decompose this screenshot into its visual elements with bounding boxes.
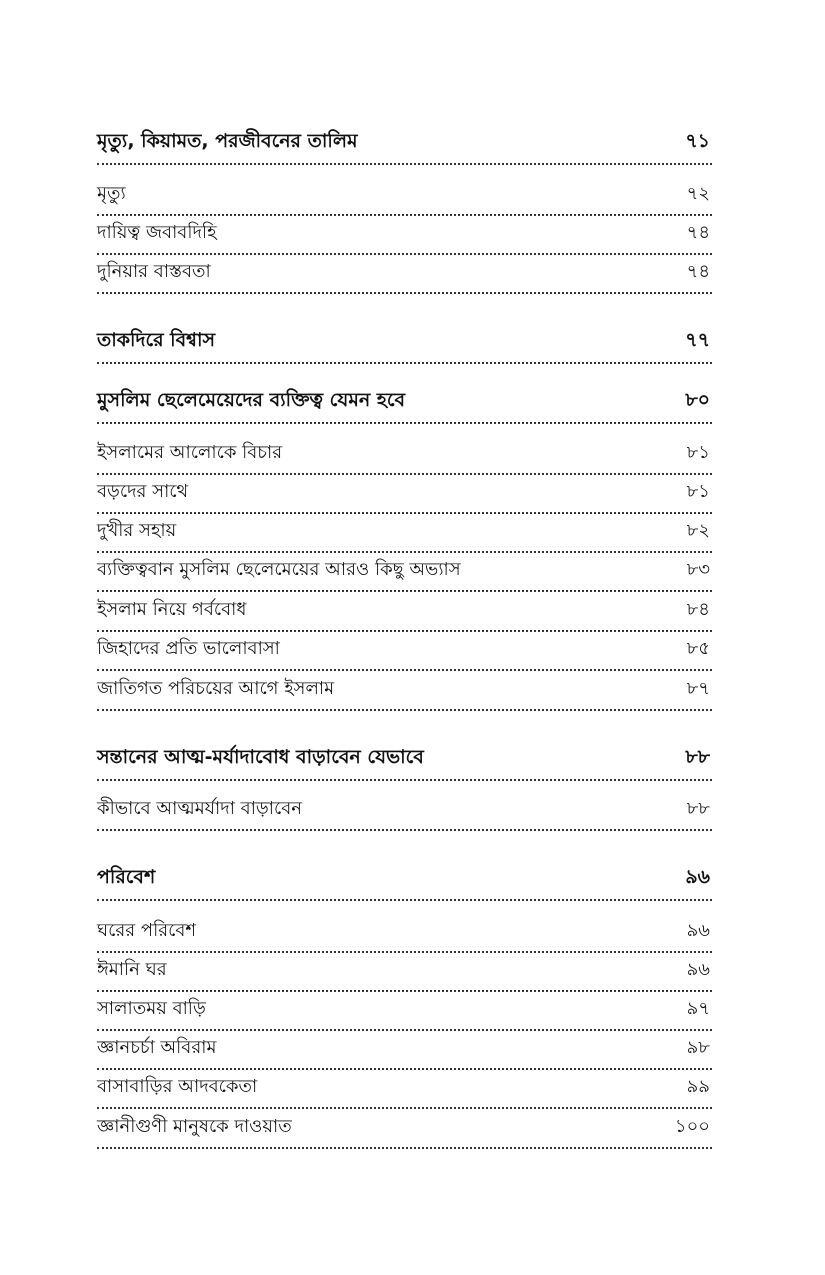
toc-page-number: ৯৬ — [686, 959, 710, 980]
toc-entry-title: ইসলাম নিয়ে গর্ববোধ — [97, 599, 247, 620]
toc-item-row — [97, 1037, 712, 1070]
toc-page-number: ৮৩ — [686, 559, 710, 580]
toc-page-number: ৭৪ — [686, 222, 710, 243]
toc-entry-title: দুনিয়ার বাস্তবতা — [97, 261, 211, 282]
toc-entry-title: দুখীর সহায় — [97, 520, 177, 541]
toc-item-row — [97, 959, 712, 992]
toc-entry-title: জিহাদের প্রতি ভালোবাসা — [97, 638, 280, 659]
toc-entry-title: মুসলিম ছেলেমেয়েদের ব্যক্তিত্ব যেমন হবে — [97, 389, 406, 411]
toc-entry-title: পরিবেশ — [97, 866, 156, 888]
toc-entry-title: ঘরের পরিবেশ — [97, 920, 197, 941]
toc-entry-title: বাসাবাড়ির আদবকেতা — [97, 1076, 258, 1097]
toc-page-number: ৭৪ — [686, 261, 710, 282]
toc-page-number: ৭২ — [686, 183, 710, 204]
toc-item-row — [97, 481, 712, 514]
toc-page-number: ১০০ — [674, 1116, 710, 1137]
toc-page-number: ৯৭ — [686, 998, 710, 1019]
toc-item-row — [97, 1076, 712, 1109]
toc-page-number: ৮৮ — [686, 798, 710, 819]
toc-item-row — [97, 798, 712, 831]
toc-entry-title: জ্ঞানীগুণী মানুষকে দাওয়াত — [97, 1116, 292, 1137]
toc-item-row — [97, 1116, 712, 1149]
toc-page-number: ৮২ — [686, 520, 710, 541]
toc-page-number: ৮৫ — [686, 638, 710, 659]
toc-entry-title: ইসলামের আলোকে বিচার — [97, 442, 283, 463]
toc-entry-title: মৃত্যু — [97, 183, 126, 204]
toc-page-number: ৮১ — [686, 442, 710, 463]
toc-page-number: ৯৬ — [686, 920, 710, 941]
toc-section-row — [97, 130, 712, 165]
toc-entry-title: দায়িত্ব জবাবদিহি — [97, 222, 217, 243]
toc-item-row — [97, 998, 712, 1031]
toc-entry-title: জ্ঞানচর্চা অবিরাম — [97, 1037, 217, 1058]
toc-entry-title: মৃত্যু, কিয়ামত, পরজীবনের তালিম — [97, 130, 358, 152]
toc-section-row — [97, 746, 712, 781]
toc-section-row — [97, 389, 712, 424]
toc-entry-title: জাতিগত পরিচয়ের আগে ইসলাম — [97, 678, 335, 699]
toc-page-number: ৭১ — [685, 130, 710, 152]
toc-page-number: ৮৭ — [686, 678, 710, 699]
toc-item-row — [97, 559, 712, 592]
toc-entry-title: ব্যক্তিত্ববান মুসলিম ছেলেমেয়ের আরও কিছু অভ্যাস — [97, 559, 461, 580]
toc-page-number: ৮৪ — [686, 599, 710, 620]
toc-page-number: ৯৬ — [685, 866, 710, 888]
toc-entry-title: ঈমানি ঘর — [97, 959, 167, 980]
toc-item-row — [97, 261, 712, 294]
toc-entry-title: সালাতময় বাড়ি — [97, 998, 206, 1019]
toc-item-row — [97, 442, 712, 475]
toc-page-number: ৮৮ — [685, 746, 710, 768]
toc-item-row — [97, 638, 712, 671]
toc-item-row — [97, 678, 712, 711]
toc-entry-title: তাকদিরে বিশ্বাস — [97, 329, 216, 351]
toc-page-number: ৯৮ — [686, 1037, 710, 1058]
toc-page-number: ৯৯ — [686, 1076, 710, 1097]
toc-section-row — [97, 866, 712, 901]
toc-page-number: ৮০ — [685, 389, 710, 411]
toc-page-number: ৮১ — [686, 481, 710, 502]
toc-entry-title: সন্তানের আত্ম-মর্যাদাবোধ বাড়াবেন যেভাবে — [97, 746, 424, 768]
toc-item-row — [97, 920, 712, 953]
toc-page-number: ৭৭ — [685, 329, 710, 351]
toc-section-row — [97, 329, 712, 364]
toc-item-row — [97, 183, 712, 216]
toc-item-row — [97, 222, 712, 255]
toc-entry-title: বড়দের সাথে — [97, 481, 189, 502]
toc-item-row — [97, 520, 712, 553]
toc-item-row — [97, 599, 712, 632]
toc-entry-title: কীভাবে আত্মমর্যাদা বাড়াবেন — [97, 798, 302, 819]
